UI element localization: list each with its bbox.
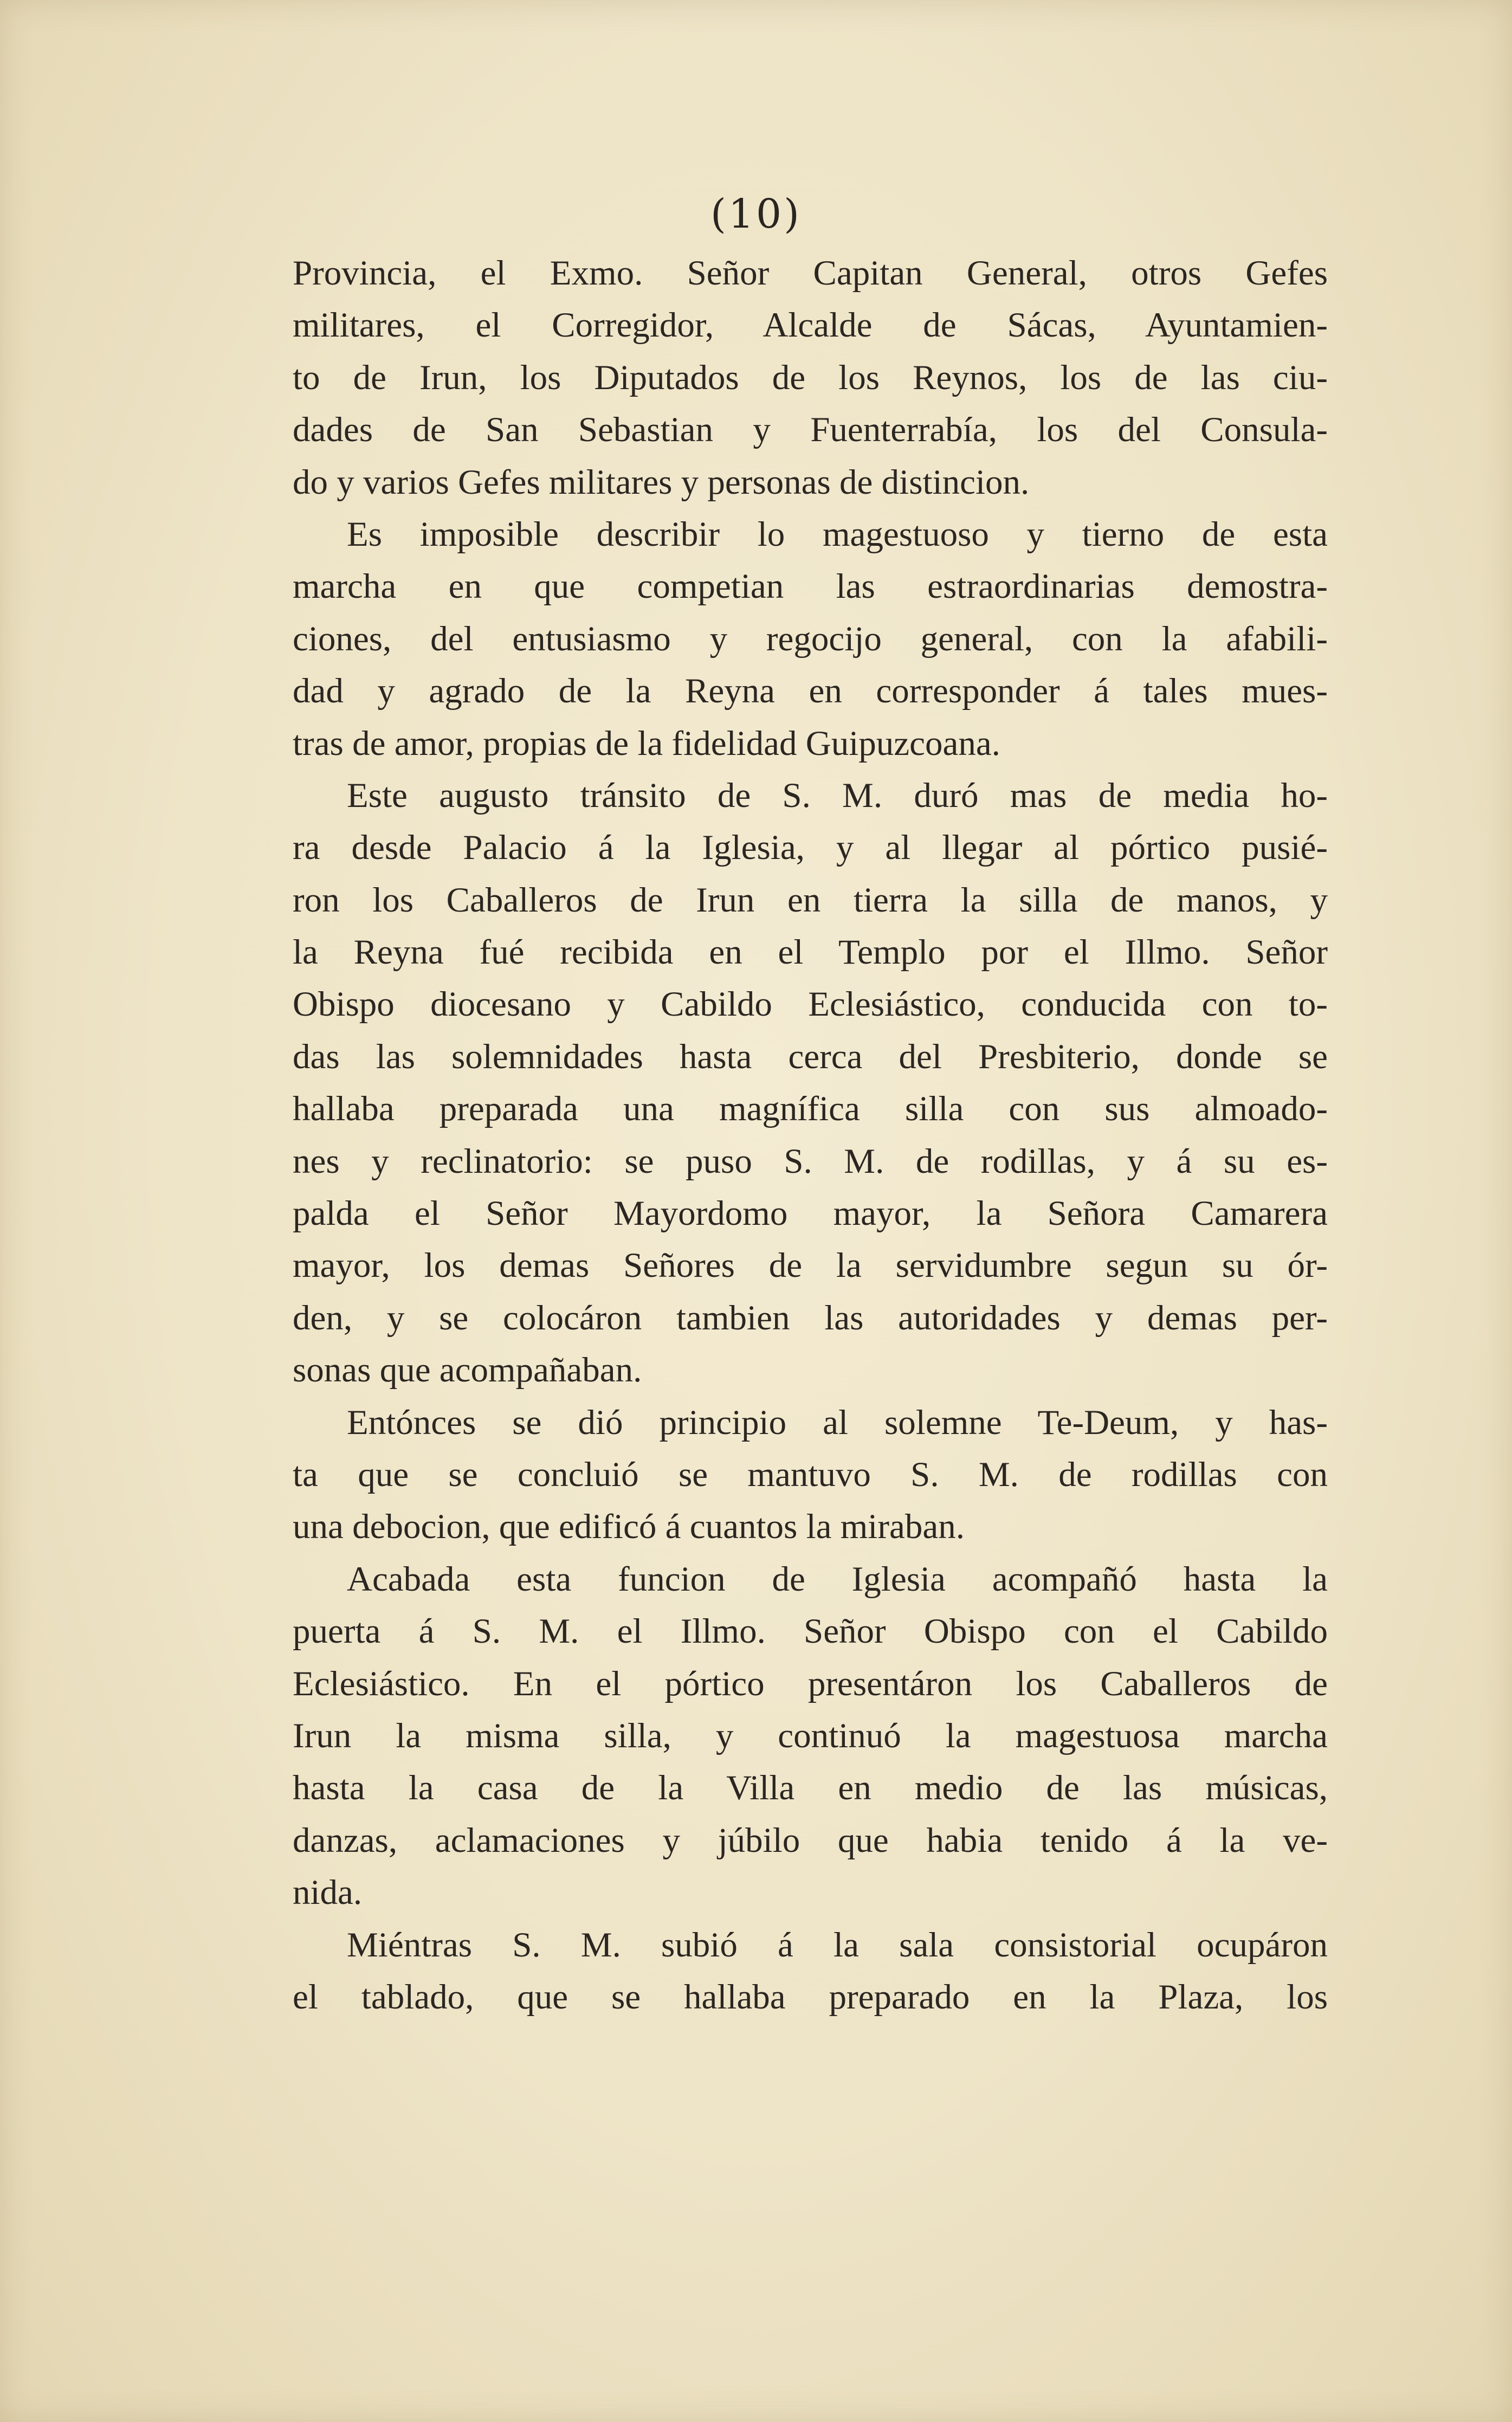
text-line: danzas, aclamaciones y júbilo que habia tenido á la ve- [293,1820,1328,1860]
text-line: Eclesiástico. En el pórtico presentáron los Caballeros de [293,1664,1328,1703]
page-number: (10) [710,191,802,237]
text-line: das las solemnidades hasta cerca del Presbiterio, donde se [293,1037,1328,1076]
text-line: nes y reclinatorio: se puso S. M. de rodillas, y á su es- [293,1141,1328,1181]
paragraph [293,1553,1328,1919]
text-line: to de Irun, los Diputados de los Reynos, los de las ciu- [293,358,1328,397]
text-line: una debocion, que edificó á cuantos la miraban. [293,1507,965,1547]
text-line: ron los Caballeros de Irun en tierra la silla de manos, y [293,880,1328,920]
text-line: Acabada esta funcion de Iglesia acompañó hasta la [347,1559,1328,1599]
text-line: Provincia, el Exmo. Señor Capitan General, otros Gefes [293,254,1328,293]
text-line: la Reyna fué recibida en el Templo por el Illmo. Señor [293,933,1328,972]
text-line: ra desde Palacio á la Iglesia, y al llegar al pórtico pusié- [293,828,1328,868]
text-line: Este augusto tránsito de S. M. duró mas de media ho- [347,776,1328,815]
paragraph [293,1397,1328,1553]
paragraph [293,1919,1328,2024]
paragraph [293,247,1328,508]
text-line: Miéntras S. M. subió á la sala consistorial ocupáron [347,1925,1328,1965]
text-line: nida. [293,1873,363,1913]
text-line: militares, el Corregidor, Alcalde de Sácas, Ayuntamien- [293,306,1328,345]
text-line: Irun la misma silla, y continuó la magestuosa marcha [293,1716,1328,1755]
text-line: mayor, los demas Señores de la servidumbre segun su ór- [293,1246,1328,1286]
text-line: palda el Señor Mayordomo mayor, la Señora Camarera [293,1194,1328,1233]
text-line: el tablado, que se hallaba preparado en la Plaza, los [293,1977,1328,2017]
body-text [293,247,1328,2023]
text-line: ciones, del entusiasmo y regocijo general, con la afabili- [293,619,1328,658]
text-line: ta que se concluió se mantuvo S. M. de rodillas con [293,1455,1328,1494]
text-line: sonas que acompañaban. [293,1351,642,1390]
text-line: tras de amor, propias de la fidelidad Guipuzcoana. [293,724,1000,763]
text-line: Obispo diocesano y Cabildo Eclesiástico, conducida con to- [293,985,1328,1024]
text-line: Entónces se dió principio al solemne Te-Deum, y has- [347,1403,1328,1442]
text-line: puerta á S. M. el Illmo. Señor Obispo con el Cabildo [293,1612,1328,1651]
text-line: do y varios Gefes militares y personas de distincion. [293,462,1030,502]
text-line: den, y se colocáron tambien las autoridades y demas per- [293,1298,1328,1338]
paragraph [293,508,1328,770]
text-line: Es imposible describir lo magestuoso y tierno de esta [347,514,1328,554]
text-line: hallaba preparada una magnífica silla con sus almoado- [293,1089,1328,1129]
text-line: marcha en que competian las estraordinarias demostra- [293,567,1328,606]
text-line: dades de San Sebastian y Fuenterrabía, los del Consula- [293,410,1328,450]
paragraph [293,770,1328,1397]
text-line: hasta la casa de la Villa en medio de las músicas, [293,1768,1328,1808]
text-line: dad y agrado de la Reyna en corresponder á tales mues- [293,671,1328,711]
